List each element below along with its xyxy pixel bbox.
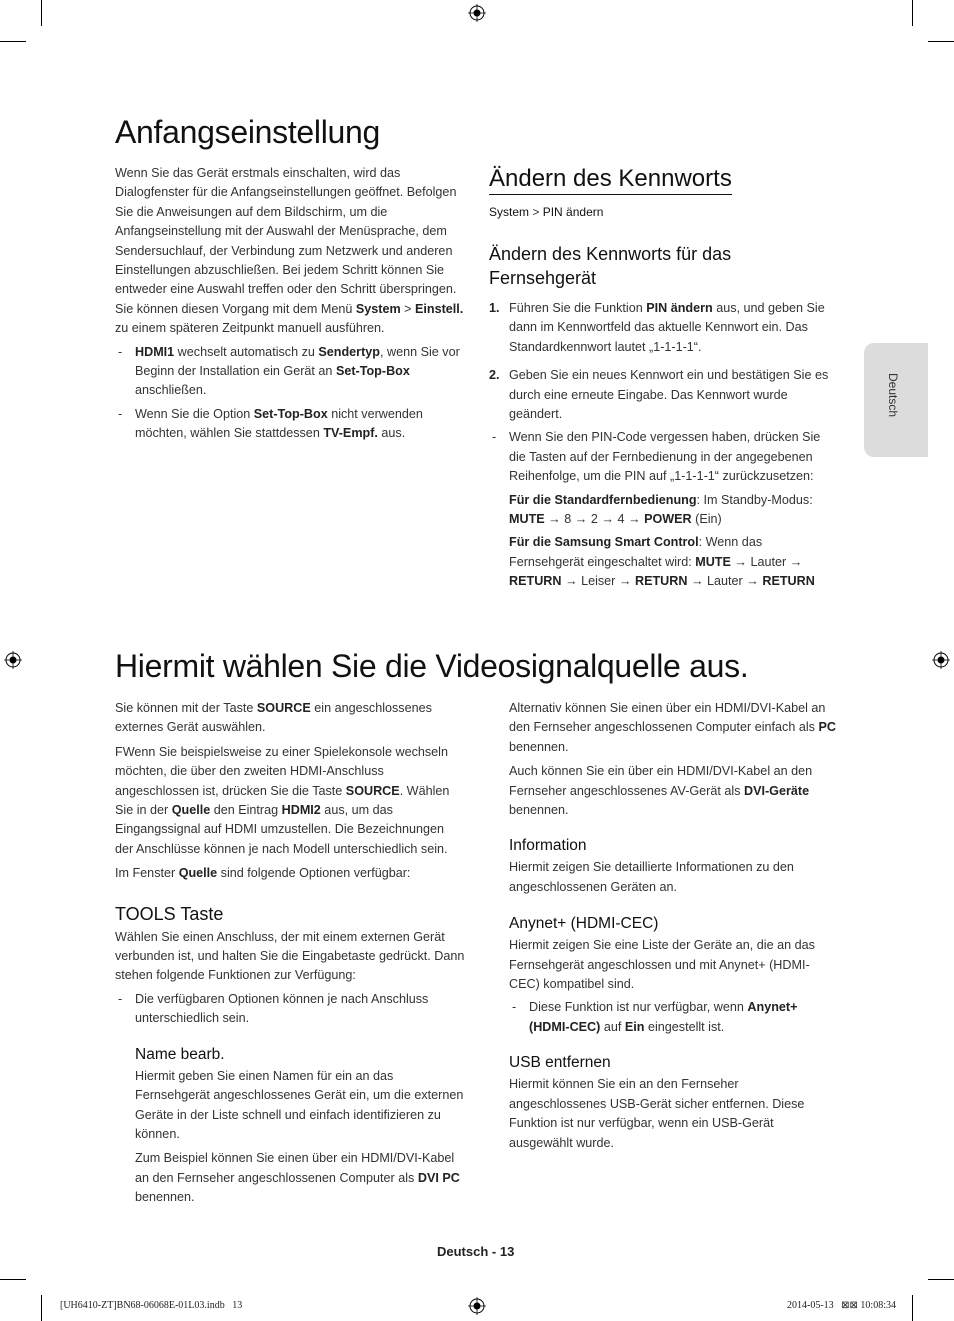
paragraph: Sie können mit der Taste SOURCE ein angeschlossenes externes Gerät auswählen. (115, 701, 432, 735)
paragraph: Auch können Sie ein über ein HDMI/DVI-Kabel an den Fernseher angeschlossenes AV-Gerät als DVI-Geräte benennen. (509, 764, 813, 818)
source-left-column (115, 699, 465, 1208)
file-info: [UH6410-ZT]BN68-06068E-01L03.indb 13 (60, 1300, 243, 1311)
paragraph: Zum Beispiel können Sie einen über ein HDMI/DVI-Kabel an den Fernseher angeschlossenen Computer als DVI PC benennen. (135, 1151, 460, 1205)
note-item: - HDMI1 wechselt automatisch zu Sendertyp, wenn Sie vor Beginn der Installation ein Gerät an Set-Top-Box anschließen. (118, 344, 460, 398)
registration-mark-icon (468, 4, 486, 22)
paragraph: Alternativ können Sie einen über ein HDMI/DVI-Kabel an den Fernseher angeschlossenen Computer einfach als PC benennen. (509, 701, 836, 754)
menu-path: System > PIN ändern (489, 205, 604, 219)
section-title-video-source: Hiermit wählen Sie die Videosignalquelle aus. (115, 648, 749, 684)
anynet-heading: Anynet+ (HDMI-CEC) (509, 915, 659, 933)
crop-mark (912, 1295, 913, 1321)
note-item: - Wenn Sie den PIN-Code vergessen haben, drücken Sie die Tasten auf der Fernbedienung in der angegebenen Reihenfolge, um die PIN auf „1-1-1-1“ zurückzusetzen: (492, 430, 821, 484)
name-edit-heading: Name bearb. (135, 1045, 225, 1063)
paragraph: FWenn Sie beispielsweise zu einer Spielekonsole wechseln möchten, die über den zweiten HDMI-Anschluss angeschlossen ist, drücken Sie die Taste SOURCE. Wählen Sie in der Quelle den Eintrag HDMI2 aus, um das Eingangssignal auf HDMI umzustellen. Die Bezeichnungen der Anschlüsse können je nach Modell unterschiedlich sein. (115, 744, 450, 856)
paragraph: Hiermit zeigen Sie eine Liste der Geräte an, die an das Fernsehgerät angeschlossen und mit Anynet+ (HDMI-CEC) kompatibel sind. (509, 938, 815, 992)
section-title-initial-setup: Anfangseinstellung (115, 114, 381, 150)
registration-mark-icon (4, 651, 22, 669)
registration-mark-icon (468, 1297, 486, 1315)
language-side-tab (864, 343, 928, 457)
registration-mark-icon (932, 651, 950, 669)
paragraph: Hiermit können Sie ein an den Fernseher angeschlossenes USB-Gerät sicher entfernen. Diese Funktion ist nur verfügbar, wenn ein USB-Gerät ausgewählt wurde. (509, 1077, 805, 1150)
note-item: - Diese Funktion ist nur verfügbar, wenn Anynet+ (HDMI-CEC) auf Ein eingestellt ist. (512, 1000, 798, 1034)
usb-remove-heading: USB entfernen (509, 1054, 611, 1072)
password-steps (489, 299, 839, 592)
step-item: 2. Geben Sie ein neues Kennwort ein und bestätigen Sie es durch eine erneute Eingabe. Das Kennwort wurde geändert. (489, 368, 829, 422)
paragraph: Hiermit zeigen Sie detaillierte Informationen zu den angeschlossenen Geräten an. (509, 860, 794, 894)
paragraph: Wählen Sie einen Anschluss, der mit einem externen Gerät verbunden ist, und halten Sie die Eingabetaste gedrückt. Dann stehen folgende Funktionen zur Verfügung: (115, 929, 465, 983)
crop-mark (41, 0, 42, 26)
paragraph: Wenn Sie das Gerät erstmals einschalten, wird das Dialogfenster für die Anfangseinstellungen geöffnet. Befolgen Sie die Anweisungen auf dem Bildschirm, um die Anfangseinstellung mit der Auswahl der Menüsprache, dem Sendersuchlauf, der Verbindung zum Netzwerk und anderen Einstellungen abzuschließen. Bei jedem Schritt können Sie entweder eine Auswahl treffen oder den Schritt überspringen. Sie können diesen Vorgang mit dem Menü System > Einstell. zu einem späteren Zeitpunkt manuell ausführen. (115, 166, 464, 336)
smart-control-sequence: Für die Samsung Smart Control: Wenn das Fernsehgerät eingeschaltet wird: MUTE → Lauter → RETURN → Leiser → RETURN → Lauter → RETURN (509, 535, 815, 589)
name-edit-block (135, 1046, 465, 1208)
page-number: Deutsch - 13 (437, 1244, 515, 1259)
source-right-column (509, 699, 839, 1153)
section-title-change-password: Ändern des Kennworts (489, 165, 732, 195)
crop-mark (0, 1279, 26, 1280)
tools-heading: TOOLS Taste (115, 903, 224, 924)
step-item: 1. Führen Sie die Funktion PIN ändern aus, und geben Sie dann im Kennwortfeld das aktuelle Kennwort ein. Das Standardkennwort lautet „1-1-1-1“. (489, 301, 825, 354)
crop-mark (928, 1279, 954, 1280)
paragraph: Hiermit geben Sie einen Namen für ein an das Fernsehgerät angeschlossenes Gerät ein, um die externen Geräte in der Liste schnell und einfach identifizieren zu können. (135, 1068, 464, 1141)
initial-setup-text (115, 164, 467, 444)
crop-mark (41, 1295, 42, 1321)
subsection-title: Ändern des Kennworts für das Fernsehgerät (489, 244, 732, 288)
print-date: 2014-05-13 ⊠⊠ 10:08:34 (787, 1300, 896, 1311)
crop-mark (928, 41, 954, 42)
crop-mark (0, 41, 26, 42)
standard-remote-sequence: Für die Standardfernbedienung: Im Standby-Modus: MUTE → 8 → 2 → 4 → POWER (Ein) (509, 492, 813, 527)
crop-mark (912, 0, 913, 26)
paragraph: Im Fenster Quelle sind folgende Optionen verfügbar: (115, 866, 411, 881)
information-heading: Information (509, 837, 587, 855)
note-item: - Die verfügbaren Optionen können je nach Anschluss unterschiedlich sein. (118, 991, 429, 1026)
side-tab-label: Deutsch (886, 373, 900, 418)
note-item: - Wenn Sie die Option Set-Top-Box nicht verwenden möchten, wählen Sie stattdessen TV-Empf. aus. (118, 406, 423, 441)
